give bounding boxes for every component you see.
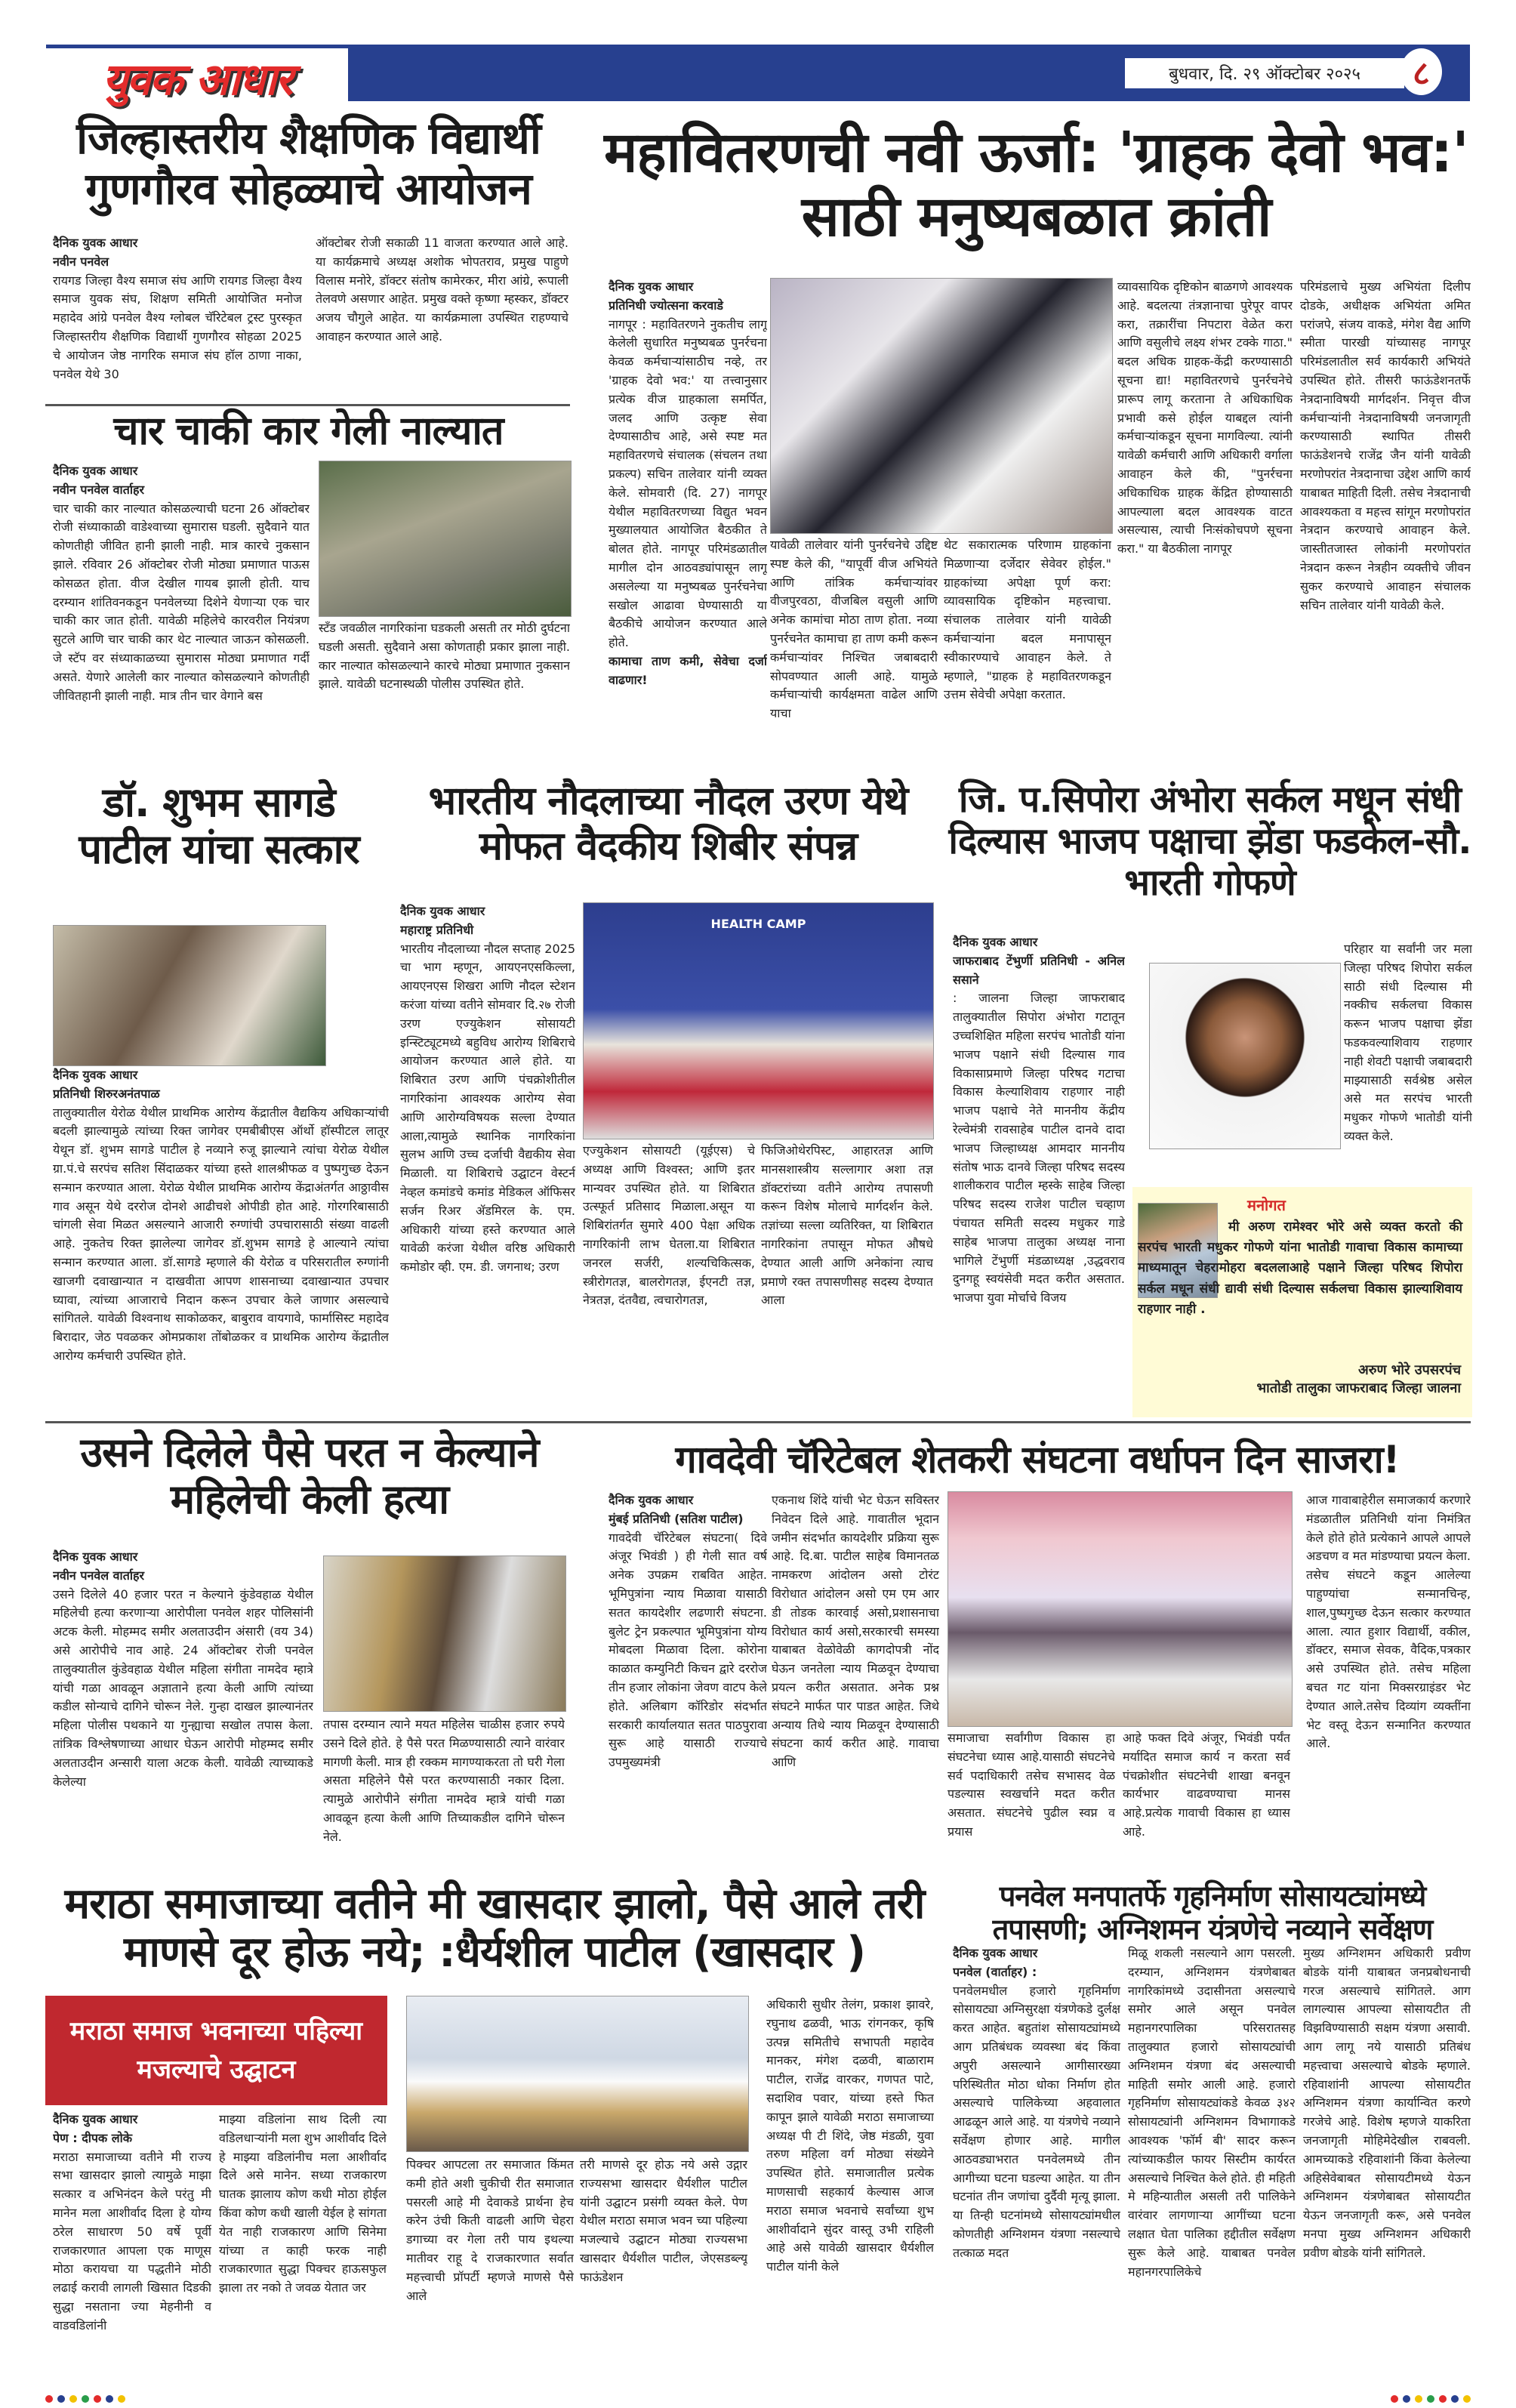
byline: दैनिक युवक आधार (53, 1549, 138, 1564)
footer-dot (1415, 2395, 1422, 2403)
article-text: स्टँड जवळील नागरिकांना घडकली असती तर मोठी दुर्घटना घडली असती. सुदैवाने असा कोणताही प्रकार झाला नाही. कार नाल्यात कोसळल्याने कारचे मोठ्या प्रमाणात नुकसान झाले. यावेळी घटनास्थळी पोलीस उपस्थित होते. (319, 621, 570, 692)
article-text (953, 933, 1125, 1418)
manogat-signature (1257, 1361, 1462, 1397)
article-paragraph: पनवेलमधील हजारो गृहनिर्माण सोसायट्या अग्निसुरक्षा यंत्रणेकडे दुर्लक्ष करत आहेत. बहुतांश सोसायट्यांमध्ये आग प्रतिबंधक व्यवस्था बंद किंवा अपुरी असल्याने आगीसारख्या परिस्थितीत मोठा धोका निर्माण होत असल्याचे पालिकेच्या अहवालात आढळून आले आहे. या यंत्रणेचे नव्याने सर्वेक्षण होणार आहे. मागील आठवड्याभरात पनवेलमध्ये तीन आगीच्या घटना घडल्या आहेत. या तीन घटनांत तीन जणांचा दुर्दैवी मृत्यू झाला. या तिन्ही घटनांमध्ये सोसायट्यांमधील कोणतीही अग्निशमन यंत्रणा नसल्याचे तत्काळ मदत (953, 1983, 1120, 2260)
article-text: परिमंडलाचे मुख्य अभियंता दिलीप दोडके, अधीक्षक अभियंता अमित परांजपे, संजय वाकडे, मंगेश वैद्य आणि स्मीता पारखी यांच्यासह नागपूर परिमंडलातील सर्व कार्यकारी अभियंते उपस्थित होते. तीसरी फाऊंडेशनतर्फे नेत्रदानाविषयी मार्गदर्शन. निवृत्त वीज कर्मचाऱ्यांनी नेत्रदानाविषयी जनजागृती करण्यासाठी स्थापित तीसरी फाऊंडेशनचे राजेंद्र जैन यांनी यावेळी मरणोपरांत नेत्रदानाचा उद्देश आणि कार्य याबाबत माहिती दिली. तसेच नेत्रदानाची आवश्यकता व महत्त्व सांगून मरणोपरांत नेत्रदान करण्याचे आवाहन केले. जास्तीतजास्त लोकांनी मरणोपरांत नेत्रदान करून नेत्रहीन व्यक्तीचे जीवन सुकर करण्याचे आवाहन संचालक सचिन तालेवार यांनी यावेळी केले. (1300, 279, 1471, 612)
footer-dot (1427, 2395, 1434, 2403)
manogat-box (1132, 1187, 1472, 1417)
footer-dot (69, 2395, 77, 2403)
article-text (400, 902, 575, 1416)
byline-location: नवीन पनवेल वार्ताहर (53, 1568, 144, 1583)
article-paragraph: उसने दिलेले 40 हजार परत न केल्याने कुंडेवहाळ येथील महिलेची हत्या करणाऱ्या आरोपीला पनवेल शहर पोलिसांनी अटक केली. मोहम्मद समीर अलताउदीन अंसारी (वय 34) असे आरोपीचे नाव आहे. 24 ऑक्टोबर रोजी पनवेल तालुक्यातील कुंडेवहाळ येथील महिला संगीता नामदेव म्हात्रे यांची गळा आवळून अज्ञाताने हत्या केली आणि त्यांच्या कडील सोन्याचे दागिने चोरून नेले. गुन्हा दाखल झाल्यानंतर महिला पोलीस पथकाने या गुन्ह्याचा सखोल तपास केला. तांत्रिक विश्लेषणाच्या आधार घेऊन आरोपी मोहम्मद समीर अलताउदीन अन्सारी याला अटक केली. यावेळी त्याच्याकडे केलेल्या (53, 1586, 313, 1789)
article-paragraph: चार चाकी कार नाल्यात कोसळल्याची घटना 26 ऑक्टोबर रोजी संध्याकाळी वाडेश्वाच्या सुमारास घडली. सुदैवाने यात कोणतीही जीवित हानी झाली नाही. मात्र कारचे नुकसान झाले. रविवार 26 ऑक्टोबर रोजी मोठ्या प्रमाणात पाऊस कोसळत होता. वीज देखील गायब झाली होती. याच दरम्यान शांतिवनकडून पनवेलच्या दिशेने येणाऱ्या एक चार चाकी कार जात होती. यावेळी महिलेचे कारवरील नियंत्रण सुटले आणि चार चाकी कार थेट नाल्यात जाऊन कोसळली. जे स्टॅप वर संध्याकाळच्या सुमारास मोठ्या प्रमाणात गर्दी असते. येणारे आलेली कार नाल्यात कोसळल्याने कोणतीही जीवितहानी झाली नाही. मात्र तीन चार वेगाने बस (53, 501, 310, 703)
photo-banner-text: HEALTH CAMP (710, 917, 806, 931)
subheading: कामाचा ताण कमी, सेवेचा दर्जा वाढणार! (609, 653, 767, 687)
signature-place: भातोडी तालुका जाफराबाद जिल्हा जालना (1256, 1380, 1461, 1396)
article-text: एकनाथ शिंदे यांची भेट घेऊन सविस्तर निवेदन दिले आहे. गावातील भूदान जमीन संदर्भात कायदेशीर प्रक्रिया सुरू आहे. दि.बा. पाटील साहेब विमानतळ नामकरण आंदोलन असो टोरंट विरोधात आंदोलन असो एम एम आर डी तोडक कारवाई असो,प्रशासनाचा विरोधात कार्य असो,सरकारची समस्या याबाबत वेळोवेळी कागदोपत्री नोंद घेऊन जनतेला न्याय मिळवून देण्याचा प्रयत्न करीत असतात. अनेक प्रश्न संघटने मार्फत पार पाडत आहेत. जिथे अन्याय तिथे न्याय मिळवून देण्यासाठी संघटना कार्य करीत आहे. गावाचा आणि (772, 1493, 939, 1770)
byline-location: महाराष्ट्र प्रतिनिधी (400, 922, 474, 937)
article-text (609, 1491, 767, 1880)
car-accident-photo (319, 461, 572, 617)
headline-murder: उसने दिलेले पैसे परत न केल्याने महिलेची केली हत्या (80, 1429, 539, 1524)
divider (45, 1421, 1471, 1423)
manogat-text: मी अरुण रामेश्वर भोरे असे व्यक्त करतो की सरपंच भारती मधुकर गोफणे यांना भातोडी गावाचा विकास कामाच्या माध्यमातून चेहरामोहरा बदललाआहे पक्षाने जिल्हा परिषद शिपोरा सर्कल मधून संधी द्यावी संधी दिल्यास सर्कलचा विकास झाल्याशिवाय राहणार नाही . (1138, 1219, 1462, 1317)
byline: दैनिक युवक आधार (53, 1068, 138, 1082)
article-paragraph: तालुक्यातील येरोळ येथील प्राथमिक आरोग्य केंद्रातील वैद्यकिय अधिकाऱ्यांची बदली झाल्यामुळे त्यांच्या रिक्त जागेवर एमबीबीएस ऑर्थो हॉस्पीटल लातूर येथून डॉ. शुभम सागडे पाटील हे नव्याने रुजू झाल्याने त्यांचा येरोळ येथील ग्रा.पं.चे सरपंच सतिश सिंदाळकर यांच्या हस्ते शालश्रीफळ व पुष्पगुच्छ देऊन सन्मान करण्यात आला. येरोळ येथील प्राथमिक आरोग्य केंद्राअंतर्गत आठ्ठावीस गाव असून येथे दररोज दोनशे आढीचशे ओपीडी होत आहे. गोरगरिबासाठी चांगली सेवा मिळत असल्याने आजारी रुग्णांची उपचारासाठी संख्या वाढली आहे. नुकतेच रिक्त झालेल्या जागेवर डॉ.शुभम सागडे हे आल्याने त्यांचा सन्मान करण्यात आला. डॉ.सागडे म्हणाले की येरोळ व परिसरातील रुग्णांनी खाजगी दवाखान्यात न दाखवीता आपण शासनाच्या दवाखान्यात उपचार घ्यावा, त्यांच्या आजाराचे निदान करून उपचार केले जाणार असल्याचे सांगितले. यावेळी विश्वनाथ साकोळकर, बाबुराव वायगावे, फार्मासिस्ट महादेव बिरादार, जेठ पवळकर ओमप्रकाश तोंबोळकर व प्राथमिक आरोग्य केंद्रातील आरोग्य कर्मचारी उपस्थित होते. (53, 1105, 389, 1363)
byline: दैनिक युवक आधार (609, 1493, 694, 1507)
maratha-bhavan-box: मराठा समाज भवनाच्या पहिल्या मजल्याचे उद्घाटन (45, 1996, 387, 2105)
article-text: समाजाचा सर्वांगीण विकास हा संघटनेचा ध्यास आहे.यासाठी संघटनेचे सर्व पदाधिकारी तसेच सभासद वेळ पडल्यास स्वखर्चाने मदत करीत असतात. संघटनेचे पुढील स्वप्न व प्रयास (948, 1731, 1115, 1839)
article-paragraph: : जालना जिल्हा जाफराबाद तालुक्यातील सिपोरा अंभोरा गटातून उच्चशिक्षित महिला सरपंच भातोडी यांना भाजप पक्षाने संधी दिल्यास गाव विकासाप्रमाणे जिल्हा परिषद गटाचा विकास केल्याशिवाय राहणार नाही भाजप पक्षाचे नेते माननीय केंद्रीय रेल्वेमंत्री रावसाहेब पाटील दानवे दादा भाजप जिल्हाध्यक्ष आमदार माननीय संतोष भाऊ दानवे जिल्हा परिषद सदस्य शालीकराव पाटील म्हस्के साहेब जिल्हा परिषद सदस्य राजेश पाटील चव्हाण पंचायत समिती सदस्य मधुकर गाडे साहेब भाजपा तालुका अध्यक्ष नाना भागिले टेंभुर्णी मंडळाध्यक्ष ,उद्धवराव दुनगहू स्वयंसेवी मदत करीत असतात. भाजपा युवा मोर्चाचे विजय (953, 991, 1125, 1306)
page-number: ८ (1400, 48, 1442, 95)
headline-vidyarthi-gungaurav: जिल्हास्तरीय शैक्षणिक विद्यार्थी गुणगौरव सोहळ्याचे आयोजन (76, 113, 541, 214)
felicitation-photo (53, 925, 326, 1066)
article-paragraph: भारतीय नौदलाच्या नौदल सप्ताह 2025 चा भाग म्हणून, आयएनएसकिल्ला, आयएनएस शिखरा आणि नौदल स्टेशन करंजा यांच्या वतीने सोमवार दि.२७ रोजी उरण एज्युकेशन सोसायटी इन्स्टिट्यूटमध्ये बहुविध आरोग्य शिबिराचे आयोजन करण्यात आले होते. या शिबिरात उरण आणि पंचक्रोशीतील नागरिकांना आवश्यक आरोग्य सेवा आणि आरोग्यविषयक सल्ला देण्यात आला,त्यामुळे स्थानिक नागरिकांना सुलभ आणि उच्च दर्जाची वैद्यकीय सेवा मिळाली. या शिबिराचे उद्घाटन वेस्टर्न नेव्हल कमांडचे कमांड मेडिकल ऑफिसर सर्जन रिअर ॲडमिरल के. एम. अधिकारी यांच्या हस्ते करण्यात आले यावेळी करंजा येथील वरिष्ठ अधिकारी कमोडोर व्ही. एम. डी. जगनाथ; उरण (400, 941, 575, 1275)
article-paragraph: नागपूर : महावितरणने नुकतीच लागू केलेली सुधारित मनुष्यबळ पुनर्रचना केवळ कर्मचाऱ्यांसाठीच नव्हे, तर 'ग्राहक देवो भव:' या तत्त्वानुसार प्रत्येक वीज ग्राहकाला समर्पित, जलद आणि उत्कृष्ट सेवा देण्यासाठीच आहे, असे स्पष्ट मत महावितरणचे संचालक (संचलन तथा प्रकल्प) सचिन तालेवार यांनी व्यक्त केले. सोमवारी (दि. 27) नागपूर येथील महावितरणच्या विद्युत भवन मुख्यालयात आयोजित बैठकीत ते बोलत होते. नागपूर परिमंडळातील मागील दोन आठवड्यांपासून लागू असलेल्या या मनुष्यबळ पुनर्रचनेचा सखोल आढावा घेण्यासाठी या बैठकीचे आयोजन करण्यात आले होते. (609, 316, 767, 650)
byline: दैनिक युवक आधार (53, 2112, 138, 2126)
bharti-gophane-photo (1149, 963, 1341, 1149)
signature-name: अरुण भोरे उपसरपंच (1357, 1362, 1461, 1378)
article-text: थेट सकारात्मक परिणाम ग्राहकांना मिळणाऱ्या दर्जेदार सेवेवर होईल." ग्राहकांच्या अपेक्षा पूर्ण करा: व्यावसायिक दृष्टिकोन महत्त्वाचा. संचालक तालेवार यांनी यावेळी कर्मचाऱ्यांना बदल मनापासून स्वीकारण्याचे आवाहन केले. ते म्हणाले, "ग्राहक हे महावितरणकडून उत्तम सेवेची अपेक्षा करतात. (944, 538, 1111, 702)
footer-dot (45, 2395, 53, 2403)
manogat-title: मनोगत (1247, 1196, 1286, 1214)
article-text: फिजिओथेरपिस्ट, आहारतज्ञ आणि मानसशास्त्रीय सल्लागार अशा तज्ञ डॉक्टरांच्या वतीने आरोग्य तपासणी करून विशेष मोलाचे मार्गदर्शन केले. तज्ञांच्या सल्ला व्यतिरिक्त, या शिबिरात नागरिकांना तपासून मोफत औषधे देण्यात आली आणि अनेकांना त्याच प्रमाणे रक्त तपासणीसह सदस्य देण्यात आला (761, 1143, 933, 1308)
footer-dot (82, 2395, 89, 2403)
byline: दैनिक युवक आधार (953, 1946, 1038, 1960)
footer-dot (118, 2395, 125, 2403)
divider (45, 404, 570, 406)
newspaper-logo (46, 48, 348, 106)
footer-dot (1391, 2395, 1398, 2403)
byline-reporter: मुंबई प्रतिनिधी (सतिश पाटील) (609, 1511, 744, 1526)
issue-date: बुधवार, दि. २९ ऑक्टोबर २०२५ (1125, 58, 1404, 88)
article-text (609, 278, 767, 769)
byline-reporter: पेण : दीपक लोके (53, 2130, 133, 2145)
article-text (53, 234, 302, 400)
byline-location: पनवेल (वार्ताहर) : (953, 1964, 1037, 1979)
headline-panvel-fire-survey: पनवेल मनपातर्फे गृहनिर्माण सोसायट्यांमध्ये तपासणी; अग्निशमन यंत्रणेचे नव्याने सर्वेक्षण (992, 1879, 1433, 1946)
article-paragraph: गावदेवी चॅरिटेबल संघटना( दिवे अंजूर भिवंडी ) ही गेली सात वर्ष अनेक उपक्रम राबवित आहेत. भूमिपुत्रांना न्याय मिळावा यासाठी सतत कायदेशीर लढणारी संघटना. बुलेट ट्रेन प्रकल्पात भूमिपुत्रांना योग्य मोबदला मिळावा दिला. कोरोना काळात कम्युनिटी किचन द्वारे दररोज तीन हजार लोकांना जेवण वाटप केले होते. अलिबाग कॉरिडोर संदर्भात सरकारी कार्यालयात सतत पाठपुरावा सुरू आहे यासाठी राज्याचे उपमुख्यमंत्री (609, 1530, 767, 1770)
police-arrest-photo (323, 1555, 566, 1712)
byline-reporter: जाफराबाद टेंभुर्णी प्रतिनिधी - अनिल ससाने (953, 953, 1125, 987)
article-text: मुख्य अग्निशमन अधिकारी प्रवीण बोडके यांनी याबाबत जनप्रबोधनाची गरज असल्याचे सांगितले. आग लागल्यास आपल्या सोसायटीत ती विझविण्यासाठी सक्षम यंत्रणा असावी. आग लागू नये यासाठी प्रतिबंध महत्त्वाचा असल्याचे बोडके म्हणाले. रहिवाशांनी आपल्या सोसायटीत अग्निशमन यंत्रणा कार्यान्वित करणे गरजेचे आहे. विशेष म्हणजे याकरिता जनजागृती मोहिमेदेखील राबवली. आमच्याकडे रहिवाशांनी किंवा केलेल्या अहिसेवेबाबत सोसायटीमध्ये येऊन अग्निशमन यंत्रणेबाबत सोसायटीत येऊन जनजागृती करू, असे पनवेल मनपा मुख्य अग्निशमन अधिकारी प्रवीण बोडके यांनी सांगितले. (1303, 1946, 1471, 2260)
article-text: तरी माणसे दूर होऊ नये असे उद्गार राज्यसभा खासदार धैर्यशील पाटील यांनी उद्घाटन प्रसंगी व्यक्त केले. पेण येथील मराठा समाज भवन च्या पहिल्या मजल्याचे उद्घाटन मोठ्या राज्यसभा खासदार धैर्यशील पाटील, जेएसडब्ल्यू फाऊंडेशन (580, 2157, 747, 2284)
byline: दैनिक युवक आधार (53, 236, 138, 250)
article-text: आहे फक्त दिवे अंजूर, भिवंडी पर्यंत मर्यादित समाज कार्य न करता सर्व पंचक्रोशीत संघटनेची शाखा बनवून कार्यभार वाढवण्याचा मानस आहे.प्रत्येक गावाची विकास हा ध्यास आहे. (1123, 1731, 1290, 1839)
article-text: व्यावसायिक दृष्टिकोन बाळगणे आवश्यक आहे. बदलत्या तंत्रज्ञानाचा पुरेपूर वापर करा, तक्रारींचा निपटारा वेळेत करा आणि वसुलीचे लक्ष्य शंभर टक्के गाठा." बदल अधिक ग्राहक-केंद्री करण्यासाठी सूचना द्या! महावितरणचे पुनर्रचनेचे प्रारूप लागू करताना ते अधिकाधिक प्रभावी कसे होईल याबद्दल त्यांनी कर्मचाऱ्यांकडून सूचना मागविल्या. त्यांनी यावेळी कर्मचारी आणि अधिकारी वर्गाला आवाहन केले की, "पुनर्रचना अधिकाधिक ग्राहक केंद्रित होण्यासाठी आपल्याला बदल आवश्यक वाटत असल्यास, त्याची निःसंकोचपणे सूचना करा." या बैठकीला नागपूर (1117, 279, 1293, 557)
footer-dot (1451, 2395, 1459, 2403)
byline-reporter: प्रतिनिधी ज्योत्सना करवाडे (609, 298, 723, 313)
inauguration-photo (406, 1996, 749, 2152)
headline-gavdevi: गावदेवी चॅरिटेबल शेतकरी संघटना वर्धापन दिन साजरा! (675, 1438, 1400, 1481)
headline-dr-shubham: डॉ. शुभम सागडे पाटील यांचा सत्कार (79, 779, 359, 874)
article-text: तपास दरम्यान त्याने मयत महिलेस चाळीस हजार रुपये उसने दिले होते. हे पैसे परत मिळण्यासाठी त्याने वारंवार मागणी केली. मात्र ही रक्कम मागण्याकरता तो घरी गेला असता महिलेने पैसे परत करण्यासाठी नकार दिला. त्यामुळे आरोपीने संगीता नामदेव म्हात्रे यांची गळा आवळून हत्या केली आणि तिच्याकडील दागिने चोरून नेले. (323, 1717, 565, 1844)
article-text: परिहार या सर्वांनी जर मला जिल्हा परिषद शिपोरा सर्कल साठी संधी दिल्यास मी नक्कीच सर्कलचा विकास करून भाजप पक्षाचा झेंडा फडकवल्याशिवाय राहणार नाही शेवटी पक्षाची जबाबदारी माझ्यासाठी सर्वश्रेष्ठ असेल असे मत सरपंच भारती मधुकर गोफणे भातोडी यांनी व्यक्त केले. (1344, 942, 1472, 1143)
article-text: पिक्चर आपटला तर समाजात किंमत कमी होते अशी चुकीची रीत समाजात पसरली आहे मी देवाकडे प्रार्थना हेच करेन उंची किती वाढली आणि चेहरा डगाच्या वर गेला तरी पाय इथल्या मातीवर राहू दे राजकारणात सर्वात महत्त्वाची प्रॉपर्टी म्हणजे माणसे पैसे आले (406, 2157, 574, 2303)
headline-maratha-samaj: मराठा समाजाच्या वतीने मी खासदार झालो, पैसे आले तरी माणसे दूर होऊ नये; :धैर्यशील पाटील (खासदार ) (64, 1879, 925, 1978)
article-text (53, 1548, 313, 1880)
byline-location: नवीन पनवेल (53, 254, 109, 269)
health-camp-photo (583, 902, 934, 1139)
footer-dot (94, 2395, 101, 2403)
article-text (53, 1066, 389, 1417)
headline-mahavitaran: महावितरणची नवी ऊर्जा: 'ग्राहक देवो भव:' साठी मनुष्यबळात क्रांती (604, 120, 1468, 250)
footer-color-dots (45, 2395, 125, 2403)
byline-location: प्रतिनिधी शिरुरअनंतपाळ (53, 1086, 160, 1101)
footer-dot (106, 2395, 113, 2403)
byline-location: नवीन पनवेल वार्ताहर (53, 482, 144, 497)
headline-car-nalyat: चार चाकी कार गेली नाल्यात (113, 409, 504, 454)
footer-dot (57, 2395, 65, 2403)
article-text: मिळू शकली नसल्याने आग पसरली. दरम्यान, अग्निशमन यंत्रणेबाबत नागरिकांमध्ये उदासीनता असल्याचे समोर आले असून पनवेल महानगरपालिका परिसरातसह तालुक्यात हजारो सोसायट्यांची अग्निशमन यंत्रणा बंद असल्याची माहिती समोर आली आहे. हजारो गृहनिर्माण सोसायट्यांकडे केवळ ३४२ सोसायट्यांनी अग्निशमन विभागाकडे आवश्यक 'फॉर्म बी' सादर करून त्यांच्याकडील फायर सिस्टीम कार्यरत असल्याचे निश्चित केले होते. ही महिती मे महिन्यातील असली तरी पालिकेने वारंवार लागणाऱ्या आगींच्या घटना लक्षात घेता पालिका हद्दीतील सर्वेक्षण सुरू केले आहे. याबाबत पनवेल महानगरपालिकेचे (1128, 1946, 1296, 2279)
article-text (53, 462, 310, 768)
byline: दैनिक युवक आधार (53, 464, 138, 478)
byline: दैनिक युवक आधार (609, 279, 694, 294)
footer-color-dots (1391, 2395, 1471, 2403)
byline: दैनिक युवक आधार (953, 935, 1038, 949)
article-text (53, 2110, 211, 2397)
headline-bharti-gophane: जि. प.सिपोरा अंभोरा सर्कल मधून संधी दिल्यास भाजप पक्षाचा झेंडा फडकेल-सौ. भारती गोफणे (948, 779, 1471, 905)
article-text: एज्युकेशन सोसायटी (यूईएस) चे अध्यक्ष आणि विश्वस्त; आणि इतर मान्यवर उपस्थित होते. या शिबिरात उत्स्फूर्त प्रतिसाद मिळाला.असून या शिबिरांतर्गत सुमारे 400 पेक्षा अधिक नागरिकांनी लाभ घेतला.या शिबिरात जनरल सर्जरी, शल्यचिकित्सक, स्त्रीरोगतज्ञ, बालरोगतज्ञ, ईएनटी तज्ञ, नेत्रतज्ञ, दंतवैद्य, त्वचारोगतज्ञ, (583, 1143, 755, 1308)
footer-dot (1403, 2395, 1410, 2403)
footer-dot (1439, 2395, 1447, 2403)
article-paragraph: मराठा समाजाच्या वतीने मी राज्य सभा खासदार झालो त्यामुळे माझा सत्कार व अभिनंदन केले परंतु मी मानेन मला आशीर्वाद दिला हे योग्य ठरेल साधारण 50 वर्षे पूर्वी राजकारणात आपला एक माणूस मोठा करायचा या पद्धतीने मोठी लढाई करावी लागली खिसात दिडकी सुद्धा नसताना ज्या मेहनीनी व वाडवडिलांनी (53, 2149, 211, 2332)
article-text: अधिकारी सुधीर तेलंग, प्रकाश झावरे, रघुनाथ ढळवी, भाऊ रांगनकर, कृषि उत्पन्न समितीचे सभापती महादेव मानकर, मंगेश दळवी, बाळाराम पाटील, राजेंद्र वारकर, गणपत पाटे, सदाशिव पवार, यांच्या हस्ते फित कापून झाले यावेळी मराठा समाजाच्या अध्यक्ष पी टी शिंदे, जेष्ठ मंडळी, युवा तरुण महिला वर्ग मोठ्या संख्येने उपस्थित होते. समाजातील प्रत्येक माणसाची सहकार्य केल्यास आज मराठा समाज भवनाचे सर्वांच्या शुभ आशीर्वादाने सुंदर वास्तू उभी राहिली आहे असे यावेळी खासदार धैर्यशील पाटील यांनी केले (766, 1997, 934, 2274)
footer-dot (1463, 2395, 1471, 2403)
meeting-photo (770, 278, 1113, 534)
article-text: आज गावाबाहेरील समाजकार्य करणारे मंडळातील प्रतिनिधी यांना निमंत्रित केले होते होते प्रत्येकाने आपले आपले अडचण व मत मांडण्याचा प्रयत्न केला. तसेच संघटने कडून आलेल्या पाहुण्यांचा सन्मानचिन्ह, शाल,पुष्पगुच्छ देऊन सत्कार करण्यात आला. त्यात हुशार विद्यार्थी, वकील, डॉक्टर, समाज सेवक, वैदिक,पत्रकार असे उपस्थित होते. तसेच महिला बचत गट यांना मिक्सरग्राइंडर भेट देण्यात आले.तसेच दिव्यांग व्यक्तींना भेट वस्तू देऊन सन्मानित करण्यात आले. (1306, 1493, 1471, 1751)
anniversary-event-photo (948, 1491, 1293, 1727)
logo-text: युवक आधार (102, 53, 292, 105)
headline-health-camp: भारतीय नौदलाच्या नौदल उरण येथे मोफत वैदकीय शिबीर संपन्न (428, 779, 908, 869)
article-text (953, 1944, 1120, 2397)
article-text: ऑक्टोबर रोजी सकाळी 11 वाजता करण्यात आले आहे. या कार्यक्रमाचे अध्यक्ष अशोक भोपतराव, प्रमुख पाहुणे विलास मनोरे, डॉक्टर संतोष कामेरकर, मीरा आंग्रे, रूपाली तेलवणे असणार आहेत. प्रमुख वक्ते कृष्णा म्हस्कर, डॉक्टर अजय चौगुले आहेत. या कार्यक्रमाला उपस्थित राहण्याचे आवाहन करण्यात आले आहे. (316, 236, 568, 344)
article-text: यावेळी तालेवार यांनी पुनर्रचनेचे उद्दिष्ट स्पष्ट केले की, "यापूर्वी वीज अभियंते आणि तांत्रिक कर्मचाऱ्यांवर वीजपुरवठा, वीजबिल वसुली आणि अनेक कामांचा मोठा ताण होता. नव्या पुनर्रचनेत कामाचा हा ताण कमी करून कर्मचाऱ्यांवर निश्चित जबाबदारी सोपवण्यात आली आहे. यामुळे कर्मचाऱ्यांची कार्यक्षमता वाढेल आणि याचा (770, 538, 938, 721)
byline: दैनिक युवक आधार (400, 904, 485, 918)
article-paragraph: रायगड जिल्हा वैश्य समाज संघ आणि रायगड जिल्हा वैश्य समाज युवक संघ, शिक्षण समिती आयोजित मनोज महादेव आंग्रे पनवेल वैश्य ग्लोबल चॅरिटेबल ट्रस्ट पुरस्कृत जिल्हास्तरीय शैक्षणिक विद्यार्थी गुणगौरव सोहळा 2025 चे आयोजन जेष्ठ नागरिक समाज संघ हॉल ठाणा नाका, पनवेल येथे 30 (53, 273, 302, 381)
article-text: माझ्या वडिलांना साथ दिली त्या वडिलधाऱ्यांनी मला शुभ आशीर्वाद दिले हे माझ्या वडिलांनीच मला आशीर्वाद दिले असे मानेन. सध्या राजकारण घातक झालाय कोण कधी मोठा होईल किंवा कोण कधी खाली येईल हे सांगता येत नाही राजकारण आणि सिनेमा यांच्या त काही फरक नाही राजकारणात सुद्धा पिक्चर हाऊसफुल झाला तर नको ते जवळ येतात जर (219, 2112, 387, 2295)
